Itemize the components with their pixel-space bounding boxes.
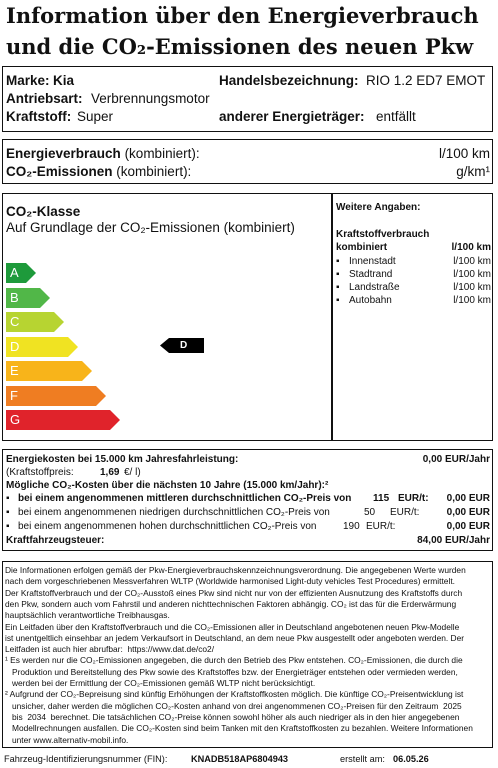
weitere-bullet: ▪	[336, 256, 340, 267]
current-class-pointer	[160, 338, 204, 353]
handel-label: Handelsbezeichnung:	[219, 73, 359, 88]
co2-label: CO₂-Emissionen	[6, 164, 113, 179]
weitere-item-unit: l/100 km	[453, 295, 491, 306]
weitere-item-unit: l/100 km	[453, 282, 491, 293]
fin-value: KNADB518AP6804943	[191, 754, 289, 764]
footnote-line: ¹ Es werden nur die CO₂-Emissionen angegeben, die durch den Betrieb des Pkw entstehen. CO₂-Emissionen, die durch die	[5, 655, 463, 666]
co2-suffix: (kombiniert):	[116, 164, 192, 179]
cost-row-price: 50	[364, 507, 376, 518]
co2-class-bar-f	[6, 386, 106, 406]
handel-value: RIO 1.2 ED7 EMOT	[366, 73, 486, 88]
footnote-line: hauptsächlich verantwortliche Treibhausgas.	[5, 610, 170, 621]
footnote-line: Ein Leitfaden über den Kraftstoffverbrauch und die CO₂-Emissionen aller in Deutschland angebotenen neuen Pkw-Modelle	[5, 621, 460, 632]
cost-row-bullet: ▪	[6, 507, 10, 518]
co2-class-bar-label: B	[10, 289, 19, 305]
footnote-line: ² Aufgrund der CO₂-Bepreisung sind künftig Erhöhungen der Kraftstoffkosten möglich. Die künftige CO₂-Preisentwicklung ist	[5, 689, 464, 700]
energie-row	[6, 145, 200, 163]
cost-row-bullet: ▪	[6, 493, 10, 504]
co2-class-bar-label: G	[10, 412, 21, 427]
co2-row	[6, 163, 191, 181]
energie-suffix: (kombiniert):	[124, 146, 200, 161]
co2-class-bar-label: C	[10, 314, 20, 329]
co2-class-bar-e	[6, 361, 92, 381]
co2-class-bar-label: A	[10, 265, 19, 280]
steuer-value: 84,00 EUR/Jahr	[417, 535, 490, 546]
co2-class-subtitle: Auf Grundlage der CO₂-Emissionen (kombiniert)	[6, 220, 295, 235]
energie-label: Energieverbrauch	[6, 146, 121, 161]
kraftstoff-value: Super	[77, 109, 114, 124]
cost-row-unit: EUR/t:	[390, 507, 420, 518]
energiekosten-label: Energiekosten bei 15.000 km Jahresfahrleistung:	[6, 454, 239, 465]
cost-row-value: 0,00 EUR	[446, 507, 490, 518]
current-class-label: D	[180, 340, 188, 351]
weitere-bullet: ▪	[336, 282, 340, 293]
footnote-line: Modellrechnungen ausfallen. Die CO₂-Kosten sind beim Tanken mit den Kraftstoffkosten zu bezahlen. Weitere Informationen	[5, 723, 473, 734]
energie-unit: l/100 km	[438, 146, 490, 161]
kombiniert-label: kombiniert	[336, 242, 388, 253]
cost-row-price: 190	[343, 521, 360, 532]
cost-row-text: bei einem angenommenen hohen durchschnittlichen CO₂-Preis von	[18, 521, 317, 532]
anderer-label: anderer Energieträger:	[219, 109, 365, 124]
footnote-line: unter www.alternativ-mobil.info.	[5, 734, 129, 745]
page-title-line1: Information über den Energieverbrauch	[6, 3, 479, 28]
antrieb-label: Antriebsart:	[6, 91, 83, 106]
co2-class-bar-b	[6, 288, 50, 308]
co2-class-bar-label: D	[10, 338, 20, 354]
co2-unit: g/km¹	[456, 164, 490, 179]
weitere-item-label: Autobahn	[349, 295, 392, 306]
co2-class-bar-d	[6, 337, 78, 357]
kombiniert-unit: l/100 km	[451, 242, 491, 253]
weitere-item-label: Landstraße	[349, 282, 400, 293]
footnote-line: bis 2034 berechnet. Die tatsächlichen CO₂-Preise können sowohl höher als auch niedriger als in den hier angegebenen	[5, 711, 460, 722]
weitere-item-label: Stadtrand	[349, 269, 393, 280]
energiekosten-value: 0,00 EUR/Jahr	[422, 454, 490, 465]
footnote-line: Die Informationen erfolgen gemäß der Pkw-Energieverbrauchskennzeichnungsverordnung. Die angegebenen Werte wurden	[5, 565, 466, 575]
co2-kosten-label: Mögliche CO₂-Kosten über die nächsten 10 Jahre (15.000 km/Jahr):²	[6, 480, 329, 491]
footnote-line: ist unentgeltlich einsehbar an jedem Verkaufsort in Deutschland, an dem neue Pkw ausgestellt oder angeboten werden. Der	[5, 632, 465, 643]
cost-row-text: bei einem angenommenen niedrigen durchschnittlichen CO₂-Preis von	[18, 507, 330, 518]
preis-value: 1,69	[100, 467, 120, 478]
antrieb-value: Verbrennungsmotor	[91, 91, 210, 106]
footnote-line: Produktion und Bereitstellung des Pkw sowie des Kraftstoffes bzw. der Energieträger entstehen oder vermieden werden,	[5, 666, 458, 677]
footnote-line: Der Kraftstoffverbrauch und der CO₂-Ausstoß eines Pkw sind nicht nur von der effizienten Ausnutzung des Kraftstoffs durch	[5, 587, 463, 598]
weitere-bullet: ▪	[336, 295, 340, 306]
co2-class-bar-label: F	[10, 387, 18, 403]
cost-row-price: 115	[373, 493, 390, 504]
preis-label: (Kraftstoffpreis:	[6, 467, 74, 478]
footnote-line: Leitfaden ist auch hier abrufbar: https://www.dat.de/co2/	[5, 644, 215, 655]
cost-row-value: 0,00 EUR	[446, 521, 490, 532]
marke-label: Marke:	[6, 73, 50, 88]
steuer-label: Kraftfahrzeugsteuer:	[6, 535, 105, 546]
co2-class-title: CO₂-Klasse	[6, 204, 81, 219]
co2-class-bar-c	[6, 312, 64, 332]
footnote-line: werden bei der Ermittlung der CO₂-Emissionen gemäß WLTP nicht berücksichtigt.	[5, 678, 316, 688]
kv-title: Kraftstoffverbrauch	[336, 229, 430, 240]
preis-suffix: €/ l)	[124, 467, 141, 478]
page-title-line2: und die CO₂-Emissionen des neuen Pkw	[6, 34, 474, 59]
cost-row-value: 0,00 EUR	[446, 493, 490, 504]
footnote-line: unsicher, daher werden die möglichen CO₂-Kosten anhand von drei angenommenen CO₂-Preisen für den Zeitraum 2025	[5, 700, 462, 711]
co2-class-bar-g	[6, 410, 120, 430]
cost-row-bullet: ▪	[6, 521, 10, 532]
kraftstoff-label: Kraftstoff:	[6, 109, 72, 124]
weitere-title: Weitere Angaben:	[336, 202, 421, 213]
co2-class-bar-a	[6, 263, 36, 283]
weitere-item-label: Innenstadt	[349, 256, 396, 267]
footnote-line: nach dem vorgeschriebenen Messverfahren WLTP (Worldwide harmonised Light-duty vehicles Test Procedures) ermittelt.	[5, 576, 455, 587]
date-value: 06.05.26	[393, 754, 429, 764]
weitere-item-unit: l/100 km	[453, 256, 491, 267]
cost-row-unit: EUR/t:	[366, 521, 396, 532]
class-divider	[331, 193, 333, 441]
marke-value: Kia	[53, 73, 75, 88]
fin-label: Fahrzeug-Identifizierungsnummer (FIN):	[4, 754, 168, 764]
anderer-value: entfällt	[376, 109, 416, 124]
footnote-line: den Pkw, sondern auch vom Fahrstil und anderen nichttechnischen Faktoren abhängig. CO₂ ist das für die Erderwärmung	[5, 598, 457, 609]
cost-row-unit: EUR/t:	[398, 493, 429, 504]
cost-row-text: bei einem angenommenen mittleren durchschnittlichen CO₂-Preis von	[18, 493, 352, 504]
date-label: erstellt am:	[340, 754, 385, 764]
weitere-bullet: ▪	[336, 269, 340, 280]
co2-class-bar-label: E	[10, 363, 19, 378]
weitere-item-unit: l/100 km	[453, 269, 491, 280]
